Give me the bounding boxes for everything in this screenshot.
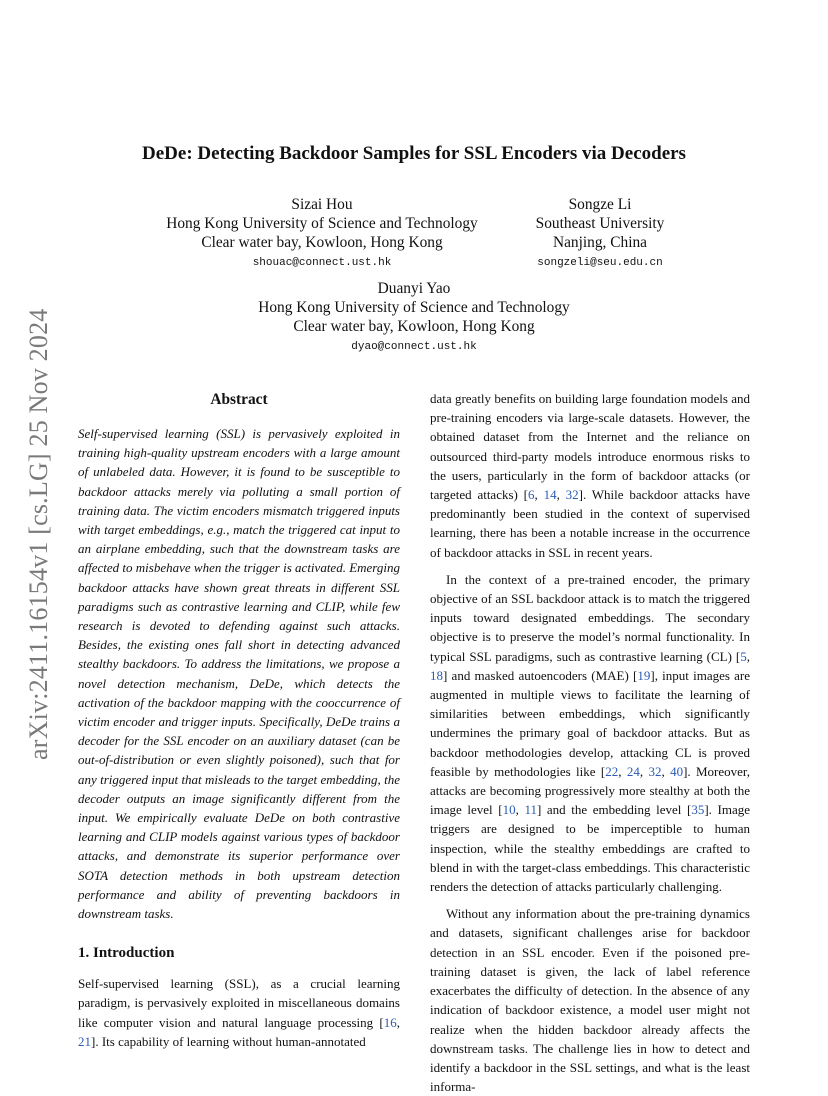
abstract-text: Self-supervised learning (SSL) is pervasively exploited in training high-quality upstream encoders with a large amount of unlabeled data. However, it is found to be susceptible to backdoor attacks merely via polluting a small portion of training data. The victim encoders mismatch triggered inputs with target embeddings, e.g., match the triggered cat input to an airplane embedding, such that the downstream tasks are affected to misbehave when the trigger is activated. Emerging backdoor attacks have shown great threats in different SSL paradigms such as contrastive learning and CLIP, while few research is devoted to defending against such attacks. Besides, the existing ones fall short in detecting advanced stealthy backdoors. To address the limitations, we propose a novel detection mechanism, DeDe, which detects the activation of the backdoor mapping with the cooccurrence of victim encoder and trigger inputs. Specifically, DeDe trains a decoder for the SSL encoder on an auxiliary dataset (can be out-of-distribution or even slightly poisoned), such that for any triggered input that misleads to the target embedding, the decoder outputs an image significantly different from the input. We empirically evaluate DeDe on both contrastive learning and CLIP models against various types of backdoor attacks, and demonstrate its superior performance over SOTA detection methods in both upstream detection performance and ability of preventing backdoors in downstream tasks. <box>78 426 400 922</box>
section-heading-introduction: 1. Introduction <box>78 945 175 962</box>
citation-link[interactable]: 40 <box>670 763 684 779</box>
text-run: ] and the embedding level [ <box>536 802 692 818</box>
text-run: ]. Its capability of learning without human-annotated <box>91 1033 366 1049</box>
author-email[interactable]: shouac@connect.ust.hk <box>252 257 392 269</box>
citation-link[interactable]: 5 <box>740 648 747 664</box>
text-run: ]. Image triggers are designed to be imperceptible to human inspection, while the stealthy embeddings are crafted to blend in with the target-class embeddings. This characteristic renders the detection of attacks particularly challenging. <box>430 802 751 895</box>
citation-link[interactable]: 22 <box>605 763 619 779</box>
author-block-3 <box>214 279 614 357</box>
author-block-1 <box>150 195 494 273</box>
citation-link[interactable]: 19 <box>637 667 651 683</box>
citation-link[interactable]: 32 <box>648 763 662 779</box>
author-name: Duanyi Yao <box>377 280 451 297</box>
citation-link[interactable]: 18 <box>430 667 443 683</box>
text-run: , <box>556 487 566 503</box>
text-run: , <box>515 802 525 818</box>
citation-link[interactable]: 21 <box>78 1033 91 1049</box>
citation-link[interactable]: 11 <box>524 802 537 818</box>
author-address: Nanjing, China <box>552 234 648 251</box>
text-run: data greatly benefits on building large foundation models and pre-training encoders via large-scale datasets. However, the obtained dataset from the Internet and the reliance on outsourced third-party models introduce enormous risks to the users, particularly in the form of backdoor attacks (or targeted attacks) [ <box>430 391 750 503</box>
citation-link[interactable]: 32 <box>565 487 579 503</box>
abstract-heading: Abstract <box>210 391 268 408</box>
intro-paragraph-2 <box>430 570 750 896</box>
author-address: Clear water bay, Kowloon, Hong Kong <box>201 234 443 251</box>
intro-paragraph-3: Without any information about the pre-training dynamics and datasets, significant challenges arise for backdoor detection in an SSL encoder. Even if the poisoned pre-training dataset is given, the lack of label reference exacerbates the difficulty of detection. In the absence of any indication of backdoor existence, a model user might not realize when the hidden backdoor already affects the downstream tasks. The challenge lies in how to detect and identify a backdoor in the SSL settings, and what is the least informa- <box>430 906 750 1095</box>
text-run: In the context of a pre-trained encoder, the primary objective of an SSL backdoor attack is to match the triggered inputs toward designated embeddings. The secondary objective is to preserve the model’s normal functionality. In typical SSL paradigms, such as contrastive learning (CL) [ <box>430 571 750 664</box>
citation-link[interactable]: 35 <box>691 802 705 818</box>
author-affiliation: Hong Kong University of Science and Technology <box>166 215 478 232</box>
intro-paragraph-1 <box>78 974 400 1051</box>
paper-title: DeDe: Detecting Backdoor Samples for SSL Encoders via Decoders <box>142 143 686 164</box>
author-block-2 <box>522 195 678 273</box>
author-affiliation: Southeast University <box>535 215 665 232</box>
intro-paragraph-1-continued <box>430 389 750 562</box>
text-run: , <box>639 763 649 779</box>
text-run: ]. Moreover, attacks are becoming progressively more stealthy at both the image level [ <box>430 763 750 818</box>
author-affiliation: Hong Kong University of Science and Technology <box>258 299 570 316</box>
citation-link[interactable]: 14 <box>543 487 557 503</box>
author-name: Sizai Hou <box>291 196 353 213</box>
author-address: Clear water bay, Kowloon, Hong Kong <box>293 318 535 335</box>
text-run: , <box>534 487 544 503</box>
citation-link[interactable]: 24 <box>626 763 640 779</box>
citation-link[interactable]: 16 <box>383 1014 397 1030</box>
text-run: , <box>661 763 671 779</box>
text-run: ]. While backdoor attacks have predominantly been studied in the context of supervised learning, there has been a notable increase in the occurrence of backdoor attacks in SSL in recent years. <box>430 487 750 560</box>
text-run: ], input images are augmented in multiple views to facilitate the learning of similarities between embeddings, which significantly undermines the primary goal of backdoor attacks. But as backdoor methodologies develop, attacking CL is proved feasible by methodologies like [ <box>430 667 751 779</box>
author-email[interactable]: songzeli@seu.edu.cn <box>537 257 663 269</box>
left-column <box>78 389 400 1051</box>
text-run: ] and masked autoencoders (MAE) [ <box>443 667 638 683</box>
citation-link[interactable]: 6 <box>528 487 535 503</box>
text-run: , <box>618 763 627 779</box>
text-run: , <box>746 648 750 664</box>
author-email[interactable]: dyao@connect.ust.hk <box>351 341 477 353</box>
citation-link[interactable]: 10 <box>502 802 516 818</box>
right-column <box>430 389 750 1096</box>
arxiv-identifier: arXiv:2411.16154v1 [cs.LG] 25 Nov 2024 <box>24 308 53 760</box>
author-name: Songze Li <box>568 196 632 213</box>
text-run: Self-supervised learning (SSL), as a crucial learning paradigm, is pervasively exploited in miscellaneous domains like computer vision and natural language processing [ <box>78 976 400 1030</box>
text-run: , <box>396 1014 400 1030</box>
